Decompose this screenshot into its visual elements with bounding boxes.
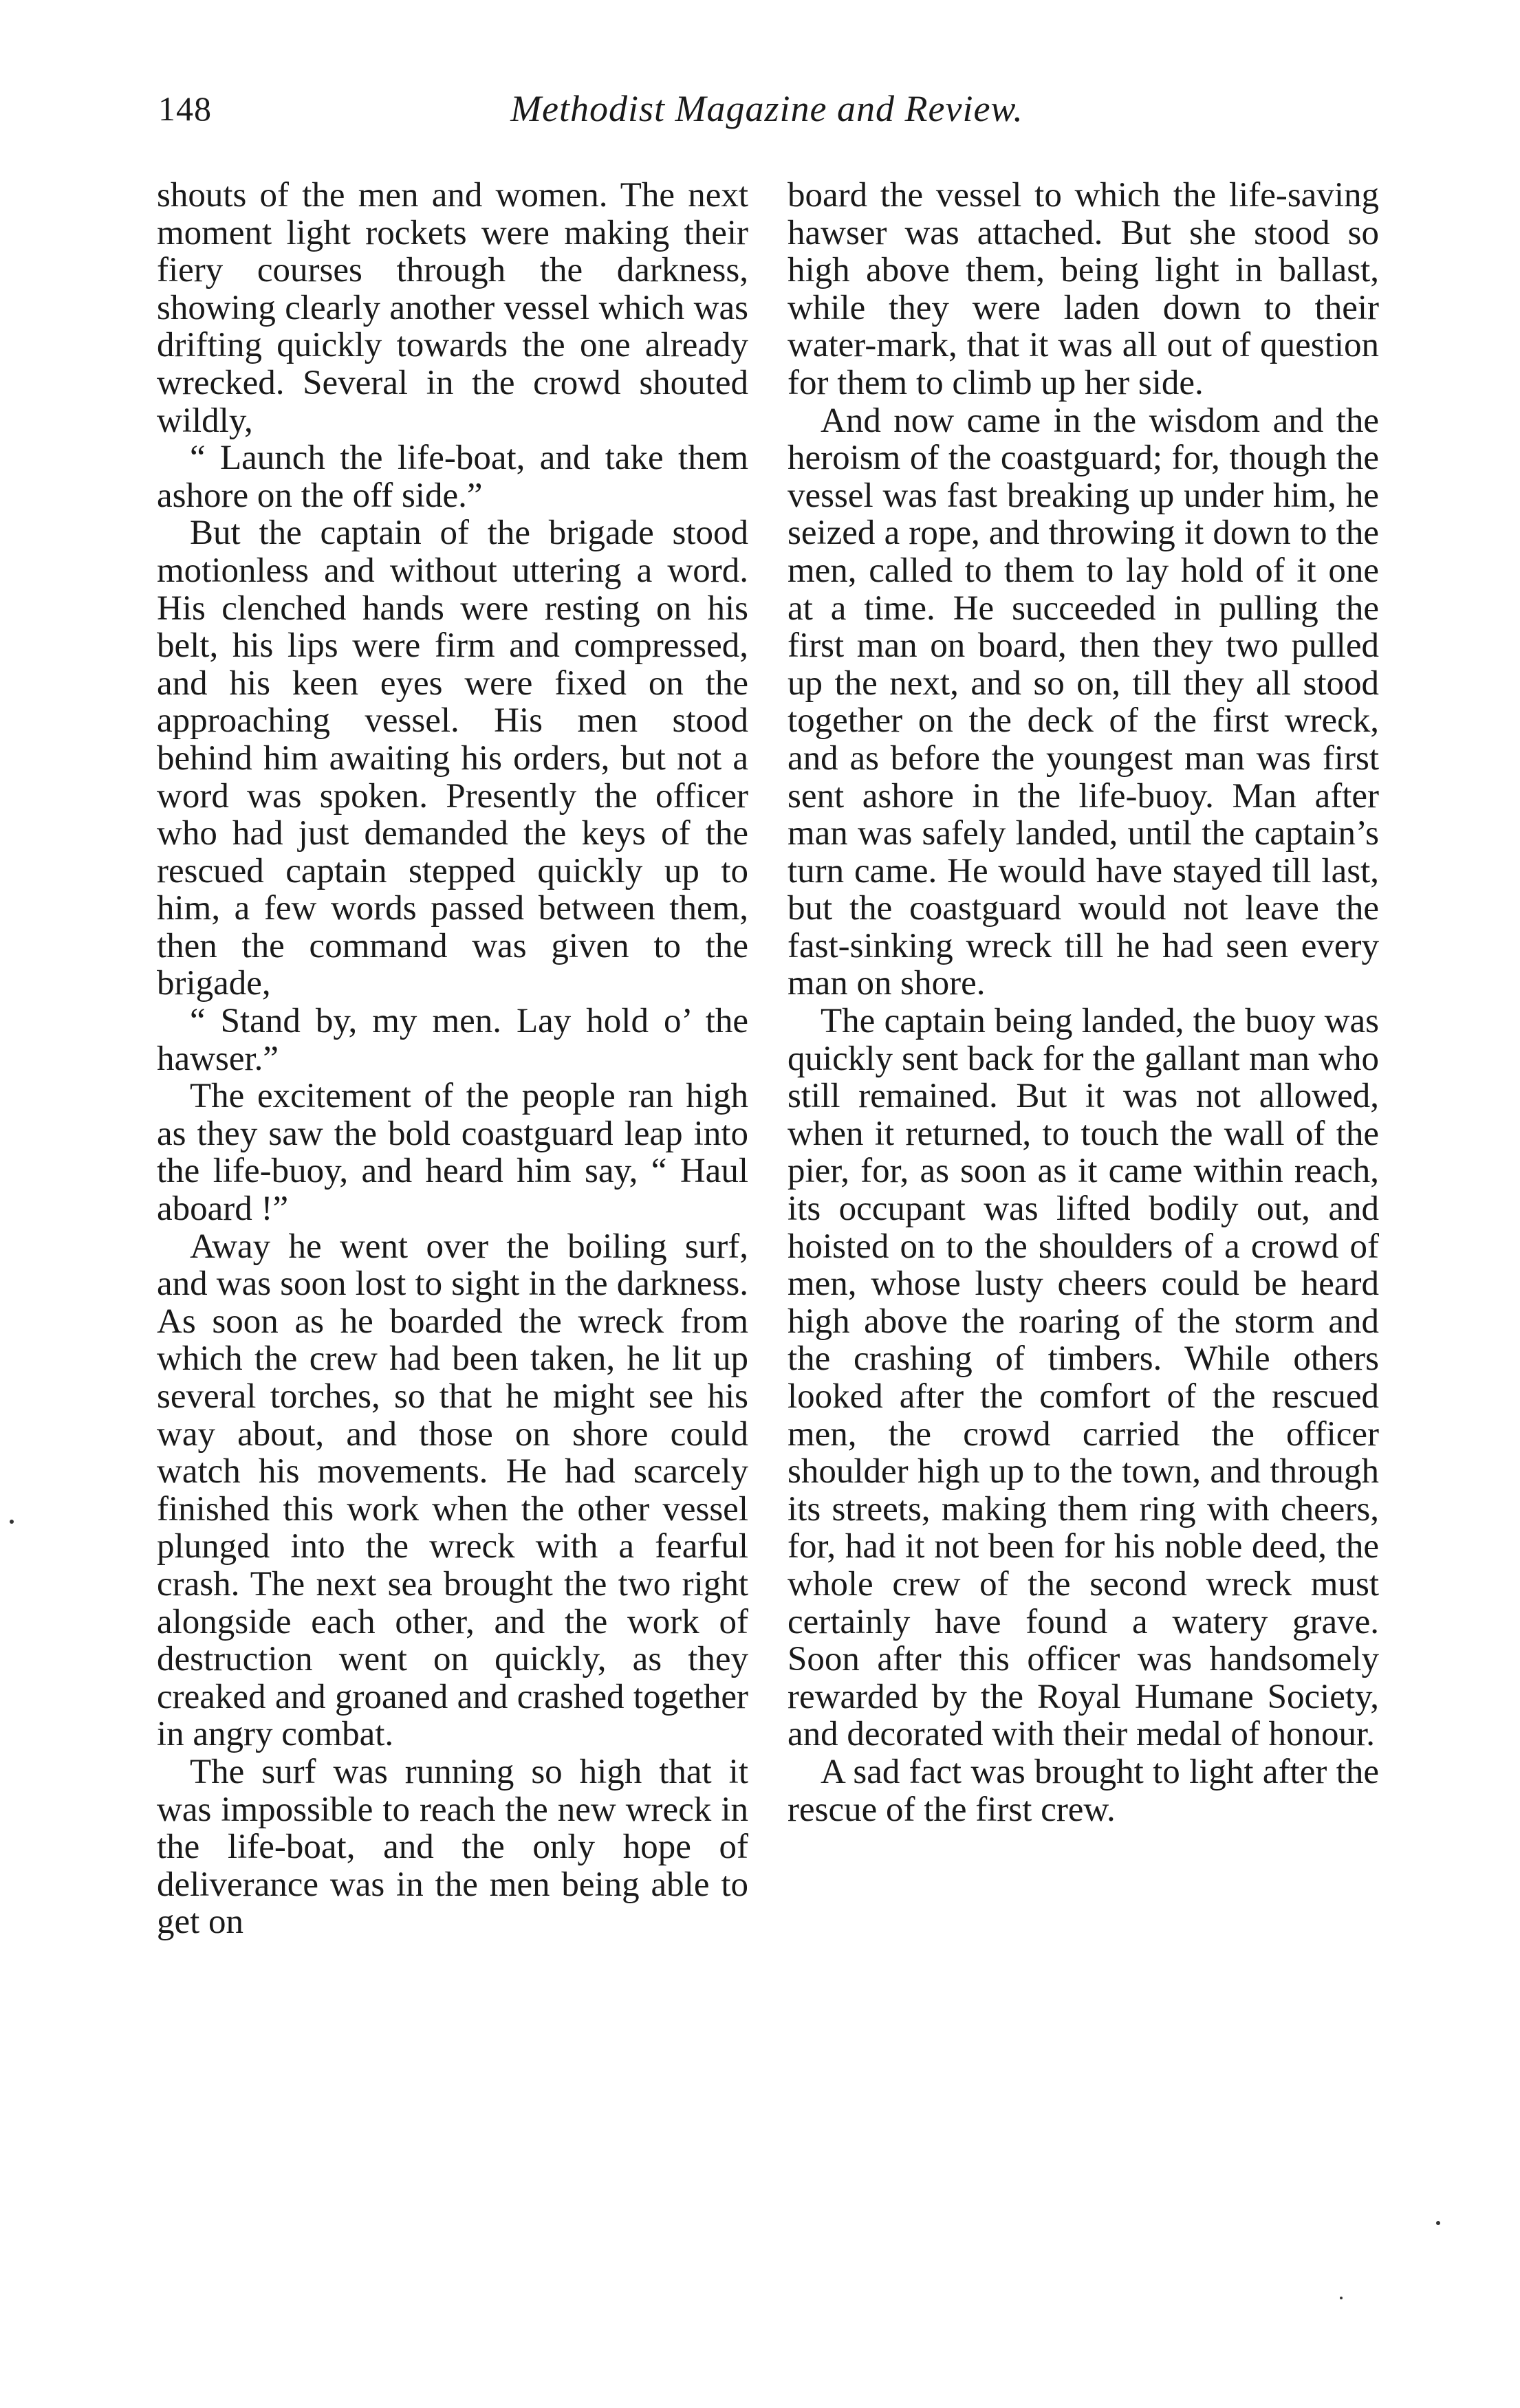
paragraph: shouts of the men and women. The next moment light rockets were making their fiery courses through the darkness, showing clearly another vessel which was drifting quickly towards the one already wrecked. Several in the crowd shouted wildly, bbox=[157, 176, 748, 440]
scan-speck bbox=[10, 1520, 14, 1524]
right-column bbox=[788, 177, 1379, 1828]
paragraph: “ Launch the life-boat, and take them ashore on the off side.” bbox=[157, 439, 748, 515]
paragraph: The excitement of the people ran high as they saw the bold coastguard leap into the life-buoy, and heard him say, “ Haul aboard !” bbox=[157, 1077, 748, 1229]
paragraph: board the vessel to which the life-saving hawser was attached. But she stood so high above them, being light in ballast, while they were laden down to their water-mark, that it was all out of question for them to climb up her side. bbox=[788, 176, 1379, 402]
paragraph: The captain being landed, the buoy was quickly sent back for the gallant man who still remained. But it was not allowed, when it returned, to touch the wall of the pier, for, as soon as it came within reach, its occupant was lifted bodily out, and hoisted on to the shoulders of a crowd of men, whose lusty cheers could be heard high above the roaring of the storm and the crashing of timbers. While others looked after the comfort of the rescued men, the crowd carried the officer shoulder high up to the town, and through its streets, making them ring with cheers, for, had it not been for his noble deed, the whole crew of the second wreck must certainly have found a watery grave. Soon after this officer was handsomely rewarded by the Royal Humane Society, and decorated with their medal of honour. bbox=[788, 1002, 1379, 1754]
paragraph: And now came in the wisdom and the heroism of the coastguard; for, though the vessel was fast breaking up under him, he seized a rope, and throwing it down to the men, called to them to lay hold of it one at a time. He succeeded in pulling the first man on board, then they two pulled up the next, and so on, till they all stood together on the deck of the first wreck, and as before the youngest man was first sent ashore in the life-buoy. Man after man was safely landed, until the captain’s turn came. He would have stayed till last, but the coastguard would not leave the fast-sinking wreck till he had seen every man on shore. bbox=[788, 401, 1379, 1003]
scan-speck bbox=[1340, 2297, 1343, 2299]
scan-speck bbox=[1436, 2221, 1440, 2225]
page-header bbox=[151, 81, 1382, 136]
paragraph: But the captain of the brigade stood motionless and without uttering a word. His clenched hands were resting on his belt, his lips were firm and compressed, and his keen eyes were fixed on the approaching vessel. His men stood behind him awaiting his orders, but not a word was spoken. Presently the officer who had just demanded the keys of the rescued captain stepped quickly up to him, a few words passed between them, then the command was given to the brigade, bbox=[157, 514, 748, 1003]
paragraph: Away he went over the boiling surf, and was soon lost to sight in the darkness. As soon as he boarded the wreck from which the crew had been taken, he lit up several torches, so that he might see his way about, and those on shore could watch his movements. He had scarcely finished this work when the other vessel plunged into the wreck with a fearful crash. The next sea brought the two right alongside each other, and the work of destruction went on quickly, as they creaked and groaned and crashed together in angry combat. bbox=[157, 1227, 748, 1754]
running-title: Methodist Magazine and Review. bbox=[510, 88, 1023, 129]
page-number: 148 bbox=[158, 89, 212, 128]
paragraph: “ Stand by, my men. Lay hold o’ the hawser.” bbox=[157, 1002, 748, 1078]
left-column bbox=[157, 177, 748, 1941]
paragraph: A sad fact was brought to light after the rescue of the first crew. bbox=[788, 1752, 1379, 1829]
paragraph: The surf was running so high that it was impossible to reach the new wreck in the life-boat, and the only hope of deliverance was in the men being able to get on bbox=[157, 1752, 748, 1942]
